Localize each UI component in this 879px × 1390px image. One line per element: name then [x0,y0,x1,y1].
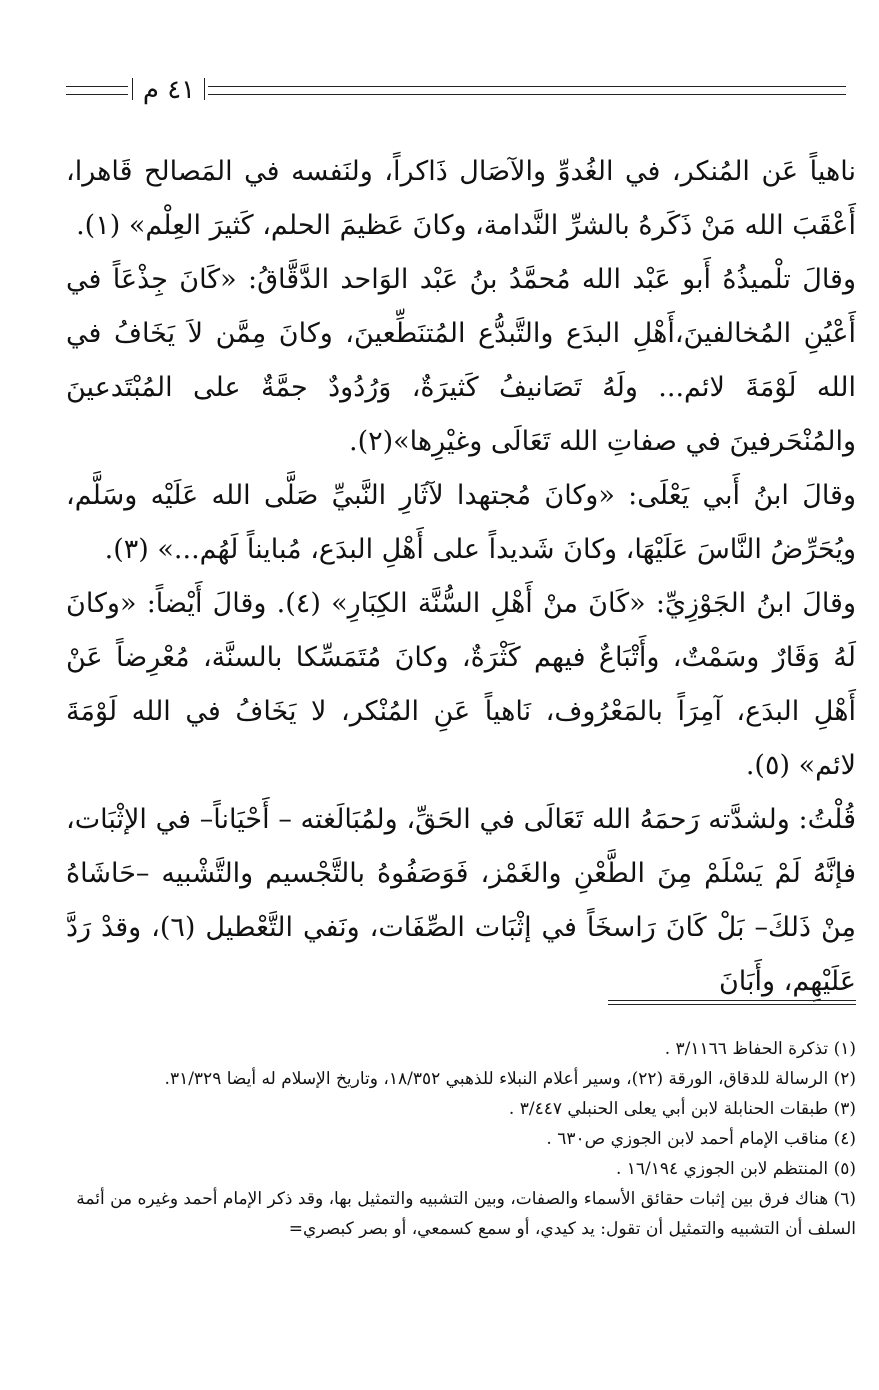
paragraph: وقالَ تلْميذُهُ أَبو عَبْد الله مُحمَّدُ بنُ عَبْد الوَاحد الدَّقَّاقُ: «كَانَ جِذْعَاً في أَعْيُنِ المُخالفينَ،أَهْلِ البدَع والتَّبدُّع المُتنَطِّعينَ، وكانَ مِمَّن لاَ يَخَافُ في الله لَوْمَةَ لائم... ولَهُ تَصَانيفُ كَثيرَةٌ، وَرُدُودٌ جمَّةٌ على المُبْتَدعينَ والمُنْحَرفينَ في صفاتِ الله تَعَالَى وغيْرِها»(٢). [66,264,856,457]
footnote-text: مناقب الإمام أحمد لابن الجوزي ص٦٣٠ . [546,1129,829,1149]
footnote [66,1064,856,1094]
header-rule-right [208,86,846,95]
footnote [66,1034,856,1064]
footnote-number: (٢) [833,1069,856,1089]
header-rule-left [66,86,128,95]
footnote-text: المنتظم لابن الجوزي ١٦/١٩٤ . [615,1159,829,1179]
footnote-text: هناك فرق بين إثبات حقائق الأسماء والصفات، وبين التشبيه والتمثيل بها، وقد ذكر الإمام أحمد وغيره من أئمة السلف أن التشبيه والتمثيل أن تقول: يد كيدي، أو سمع كسمعي، أو بصر كبصري= [76,1189,856,1239]
header-divider [132,78,133,100]
footnote-number: (٦) [833,1189,856,1209]
footnote-separator [608,1000,856,1005]
footnotes [66,1034,856,1244]
main-text [66,145,856,1009]
footnote-number: (٤) [833,1129,856,1149]
footnote-text: الرسالة للدقاق، الورقة (٢٢)، وسير أعلام النبلاء للذهبي ١٨/٣٥٢، وتاريخ الإسلام له أيضا ٣١/٣٢٩. [164,1069,829,1089]
footnote-number: (١) [833,1039,856,1059]
page-header [66,72,846,112]
footnote [66,1124,856,1154]
paragraph: ناهياً عَن المُنكر، في الغُدوِّ والآصَال ذَاكراً، ولنَفسه في المَصالح قَاهرا، أَعْقَبَ الله مَنْ ذَكَرهُ بالشرِّ النَّدامة، وكانَ عَظيمَ الحلم، كَثيرَ العِلْم» (١). [66,156,856,241]
footnote [66,1184,856,1244]
page-number: ٤١ م [142,75,196,105]
paragraph: قُلْتُ: ولشدَّته رَحمَهُ الله تَعَالَى في الحَقِّ، ولمُبَالَغته – أَحْيَاناً– في الإثْبَات، فإنَّهُ لَمْ يَسْلَمْ مِنَ الطَّعْنِ والغَمْز، فَوَصَفُوهُ بالتَّجْسيم والتَّشْبيه –حَاشَاهُ مِنْ ذَلكَ– بَلْ كَانَ رَاسخَاً في إثْبَات الصِّفَات، ونَفي التَّعْطيل (٦)، وقدْ رَدَّ عَلَيْهِم، وأَبَانَ [66,804,856,997]
footnote-text: تذكرة الحفاظ ٣/١١٦٦ . [664,1039,829,1059]
footnote-text: طبقات الحنابلة لابن أبي يعلى الحنبلي ٣/٤٤٧ . [508,1099,829,1119]
footnote-number: (٥) [833,1159,856,1179]
paragraph: وقالَ ابنُ الجَوْزِيِّ: «كَانَ منْ أَهْلِ السُّنَّة الكِبَارِ» (٤). وقالَ أَيْضاً: «وكانَ لَهُ وَقَارٌ وسَمْتٌ، وأَتْبَاعٌ فيهم كَثْرَةٌ، وكانَ مُتَمَسِّكا بالسنَّة، مُعْرِضاً عَنْ أَهْلِ البدَع، آمِرَاً بالمَعْرُوف، نَاهياً عَنِ المُنْكر، لا يَخَافُ في الله لَوْمَةَ لائم» (٥). [66,588,856,781]
footnote [66,1154,856,1184]
header-divider [204,78,205,100]
footnote [66,1094,856,1124]
paragraph: وقالَ ابنُ أَبي يَعْلَى: «وكانَ مُجتهدا لآثَارِ النَّبيِّ صَلَّى الله عَلَيْه وسَلَّم، ويُحَرِّضُ النَّاسَ عَلَيْهَا، وكانَ شَديداً على أَهْلِ البدَع، مُبايناً لَهُم...» (٣). [66,480,856,565]
footnote-number: (٣) [833,1099,856,1119]
